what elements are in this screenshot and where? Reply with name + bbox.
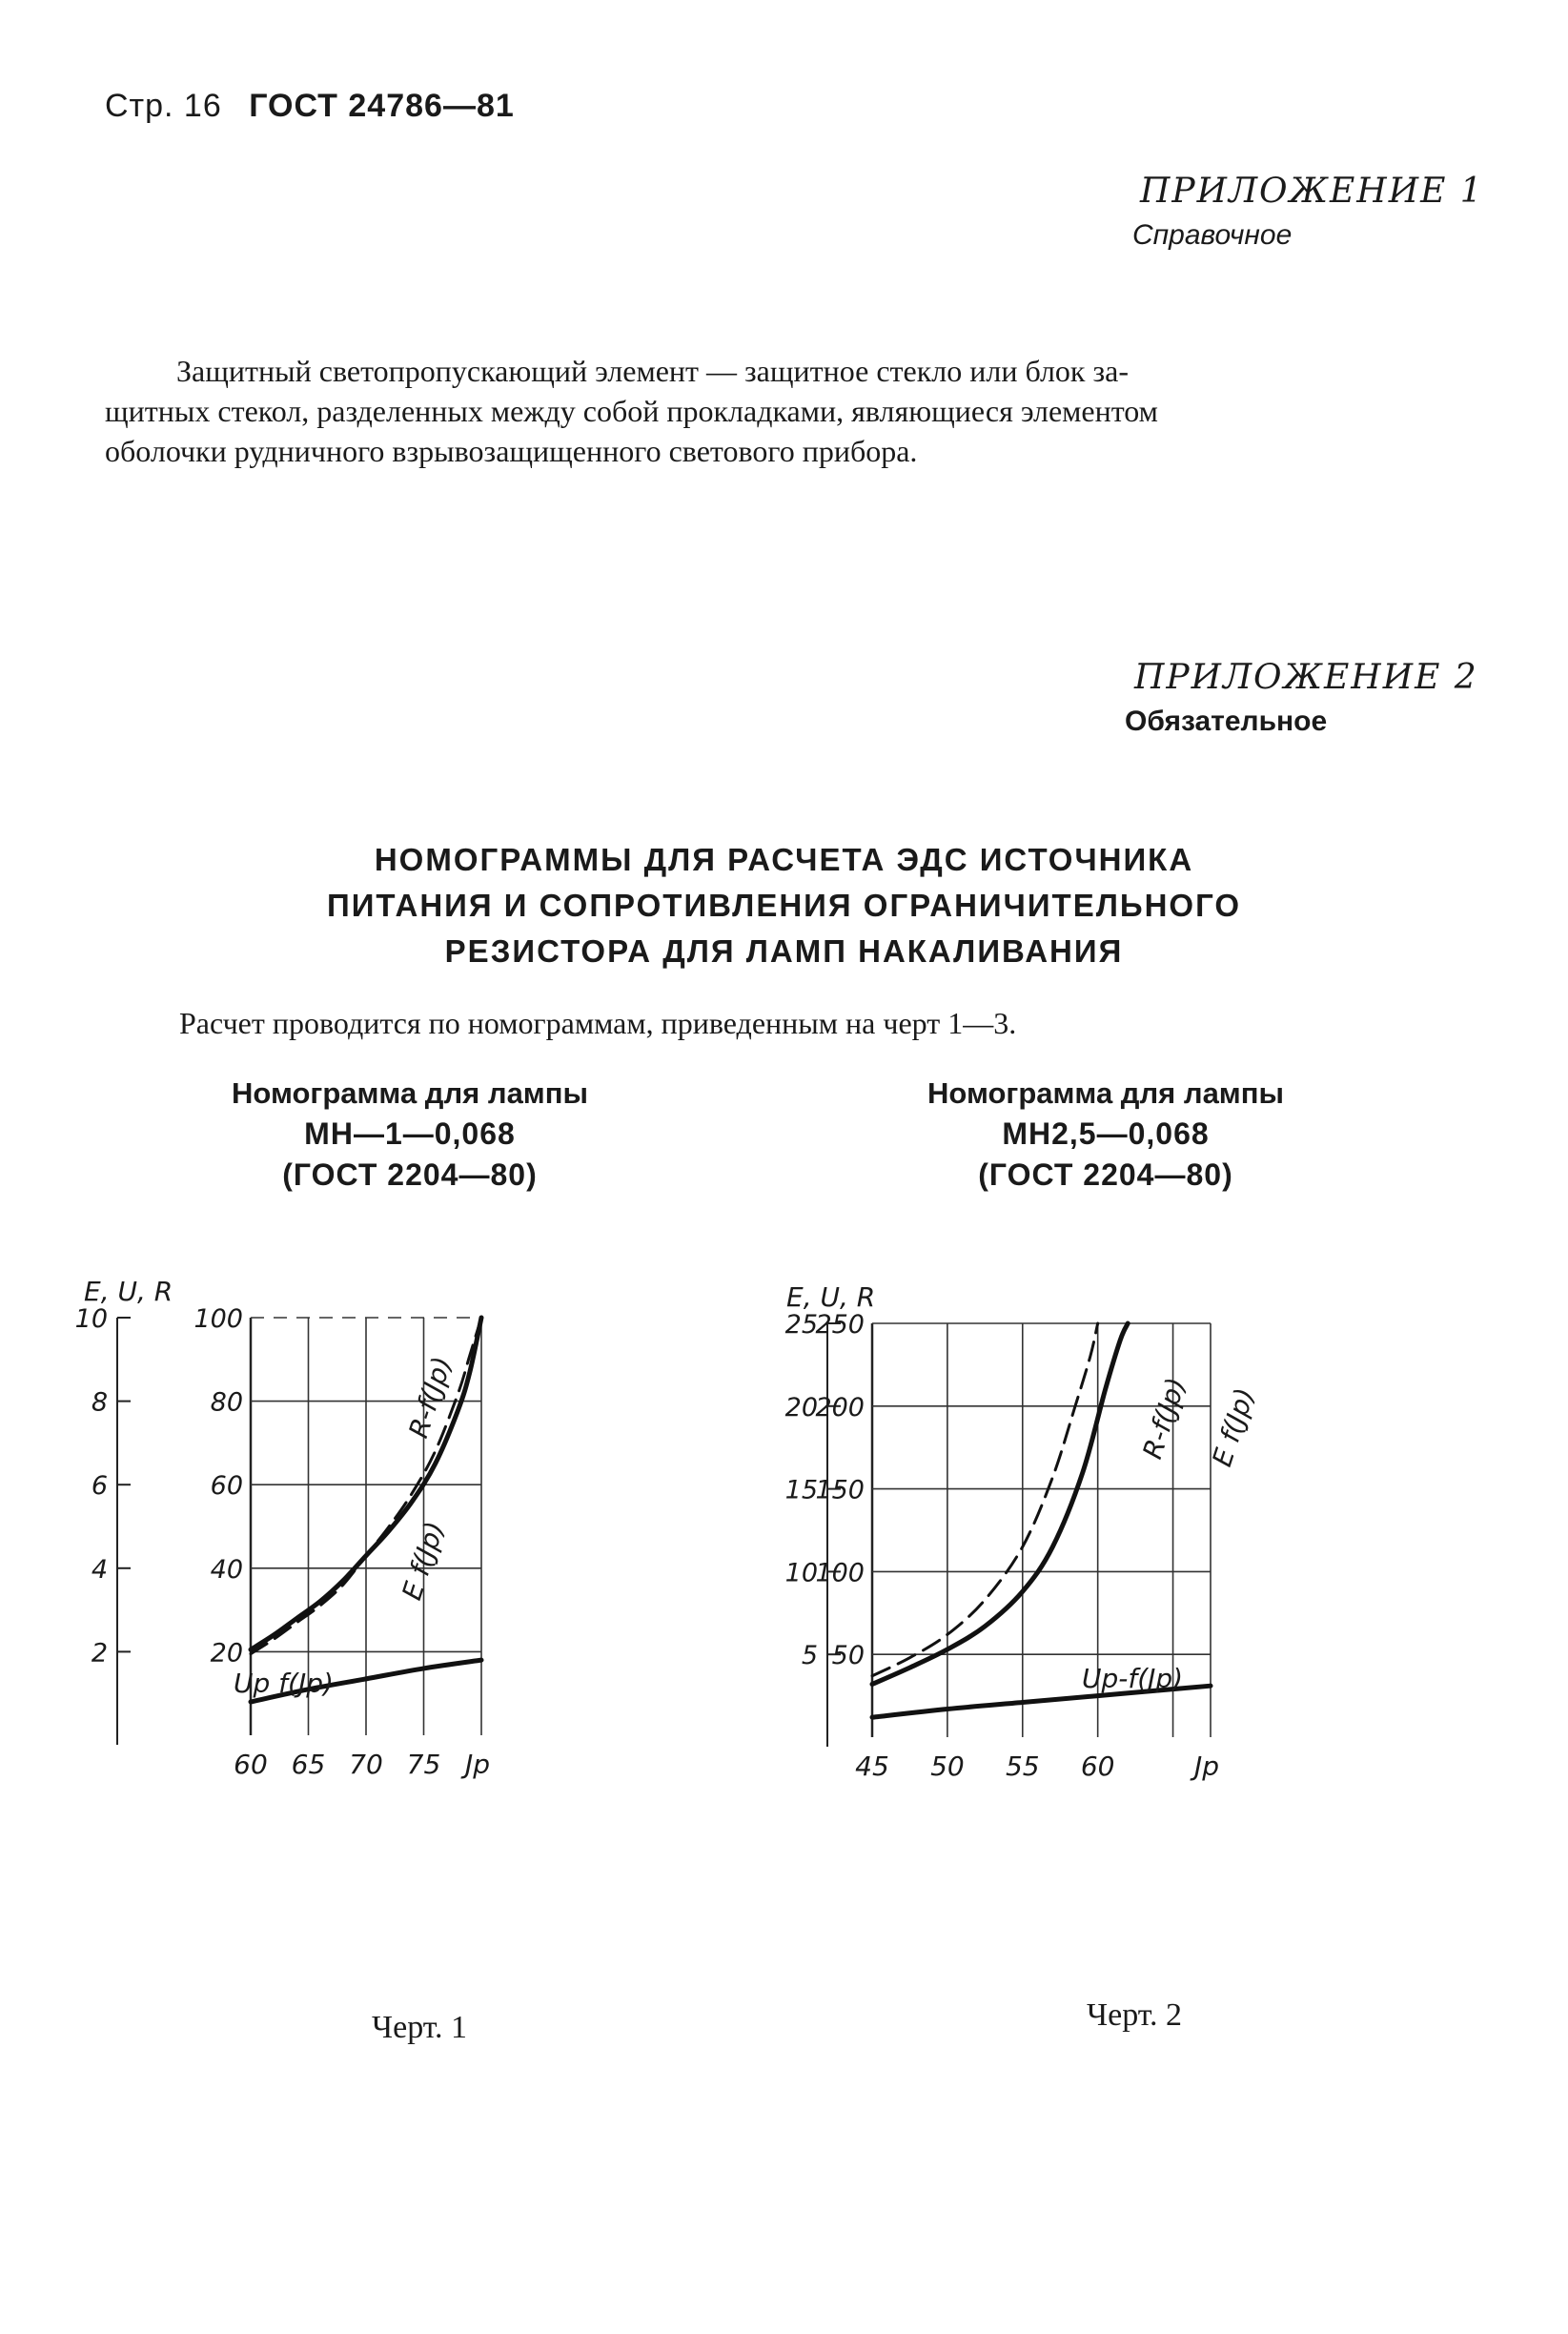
chart1-y-left-tick-label: 8 bbox=[91, 1387, 108, 1418]
intro-text: Расчет проводится по номограммам, приведенным на черт 1—3. bbox=[179, 1006, 1017, 1040]
chart2-caption-line: Номограмма для лампы bbox=[927, 1076, 1284, 1110]
chart1-series-label: E f(Jp) bbox=[396, 1517, 451, 1605]
chart2-caption bbox=[858, 1073, 1354, 1196]
chart2-y-right-tick-label: 100 bbox=[815, 1558, 865, 1588]
chart2-series-label: Up-f(Jp) bbox=[1082, 1663, 1184, 1694]
chart2-y-right-tick-label: 200 bbox=[815, 1392, 865, 1423]
chart2-caption-line: МН2,5—0,068 bbox=[1002, 1116, 1210, 1151]
chart2-x-tick-label: 45 bbox=[855, 1750, 889, 1782]
chart2-x-tick-label: 50 bbox=[930, 1750, 965, 1782]
chart1-caption-line: (ГОСТ 2204—80) bbox=[282, 1157, 538, 1192]
chart1-series-label: Up f(Jp) bbox=[234, 1668, 334, 1699]
appendix1-text bbox=[105, 351, 1439, 471]
chart1-caption bbox=[162, 1073, 658, 1196]
chart2-x-axis-label: Jp bbox=[1193, 1750, 1220, 1782]
appendix1-line: оболочки рудничного взрывозащищенного светового прибора. bbox=[105, 434, 918, 468]
chart1-caption-line: Номограмма для лампы bbox=[232, 1076, 588, 1110]
chart2-series-label: R-f(Jp) bbox=[1136, 1373, 1192, 1464]
appendix1-title: ПРИЛОЖЕНИЕ 1 bbox=[1140, 172, 1484, 211]
chart1-y-axis-label: E, U, R bbox=[84, 1276, 173, 1307]
chart2-x-tick-label: 60 bbox=[1080, 1750, 1115, 1782]
chart2-y-left-tick-label: 5 bbox=[801, 1641, 818, 1671]
chart1-y-left-tick-label: 2 bbox=[91, 1638, 108, 1669]
chart2-x-tick-label: 55 bbox=[1005, 1750, 1040, 1782]
chart2-y-right-tick-label: 50 bbox=[831, 1641, 865, 1671]
chart1-y-left-tick-label: 4 bbox=[91, 1554, 108, 1585]
chart2-y-right-tick-label: 150 bbox=[815, 1475, 865, 1505]
main-heading-line: РЕЗИСТОРА ДЛЯ ЛАМП НАКАЛИВАНИЯ bbox=[444, 933, 1124, 969]
chart1-y-right-tick-label: 100 bbox=[193, 1304, 243, 1334]
appendix1-note: Справочное bbox=[1132, 219, 1293, 251]
chart2-figure-label: Черт. 2 bbox=[1087, 1997, 1183, 2033]
main-heading bbox=[248, 837, 1320, 974]
chart2-y-left-tick-label: 25 bbox=[784, 1310, 818, 1340]
chart1-x-tick-label: 70 bbox=[349, 1749, 383, 1780]
chart2-plot bbox=[782, 1259, 1468, 1840]
chart2-series-label: E f(Jp) bbox=[1206, 1383, 1261, 1471]
page-number: Стр. 16 bbox=[105, 88, 222, 124]
chart1-y-right-tick-label: 20 bbox=[210, 1638, 243, 1669]
appendix2-note: Обязательное bbox=[1125, 706, 1328, 737]
main-heading-line: НОМОГРАММЫ ДЛЯ РАСЧЕТА ЭДС ИСТОЧНИКА bbox=[374, 842, 1194, 877]
chart1-y-right-tick-label: 80 bbox=[210, 1387, 243, 1418]
chart1-plot bbox=[74, 1259, 782, 1840]
chart1-series-label: R-f(Jp) bbox=[402, 1352, 458, 1443]
chart1-y-left-tick-label: 6 bbox=[91, 1471, 108, 1502]
chart2-y-left-tick-label: 10 bbox=[784, 1558, 818, 1588]
chart2-caption-line: (ГОСТ 2204—80) bbox=[978, 1157, 1233, 1192]
chart1-y-right-tick-label: 60 bbox=[210, 1471, 243, 1502]
chart1-x-tick-label: 60 bbox=[234, 1749, 268, 1780]
chart2-y-right-tick-label: 250 bbox=[815, 1310, 865, 1340]
chart2-y-left-tick-label: 20 bbox=[784, 1392, 818, 1423]
page-header bbox=[105, 88, 515, 125]
appendix1-line: щитных стекол, разделенных между собой прокладками, являющиеся элементом bbox=[105, 394, 1158, 428]
chart1-figure-label: Черт. 1 bbox=[372, 2010, 468, 2045]
chart2-series-line-2 bbox=[872, 1323, 1128, 1684]
chart1-x-tick-label: 75 bbox=[406, 1749, 441, 1780]
chart2-y-axis-label: E, U, R bbox=[786, 1281, 876, 1313]
chart1-x-axis-label: Jp bbox=[464, 1749, 491, 1780]
chart1-caption-line: МН—1—0,068 bbox=[304, 1116, 516, 1151]
chart1-y-left-tick-label: 10 bbox=[74, 1304, 108, 1334]
standard-code: ГОСТ 24786—81 bbox=[249, 88, 515, 124]
main-heading-line: ПИТАНИЯ И СОПРОТИВЛЕНИЯ ОГРАНИЧИТЕЛЬНОГО bbox=[326, 888, 1242, 923]
appendix2-title: ПРИЛОЖЕНИЕ 2 bbox=[1134, 658, 1478, 697]
appendix1-line: Защитный светопропускающий элемент — защитное стекло или блок за- bbox=[176, 354, 1129, 388]
chart1-y-right-tick-label: 40 bbox=[210, 1554, 243, 1585]
chart1-x-tick-label: 65 bbox=[291, 1749, 326, 1780]
chart2-y-left-tick-label: 15 bbox=[784, 1475, 818, 1505]
chart2-series-line-1 bbox=[872, 1323, 1098, 1676]
